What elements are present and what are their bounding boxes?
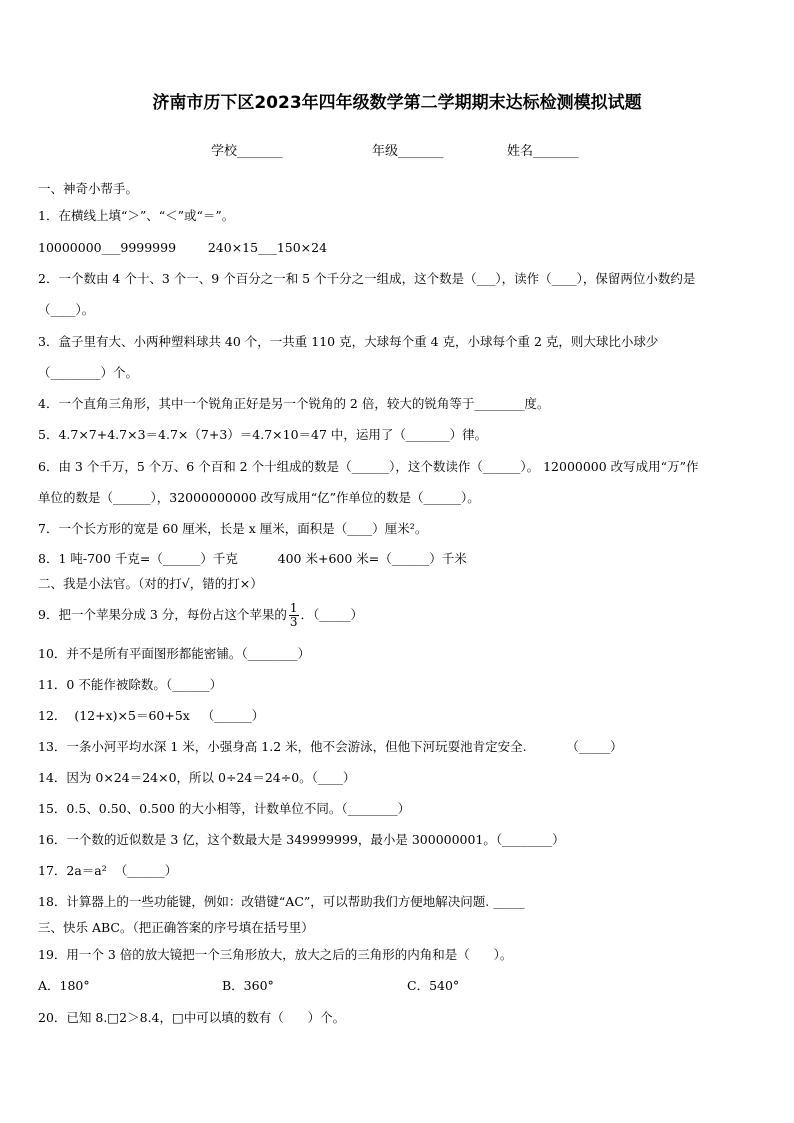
question-12: 12． (12+x)×5＝60+5x （______） — [38, 708, 265, 723]
question-1-items: 10000000___9999999 240×15___150×24 — [38, 240, 328, 255]
question-15: 15．0.5、0.50、0.500 的大小相等，计数单位不同。（________） — [38, 801, 411, 816]
grade-field: 年级_______ — [372, 144, 444, 159]
question-18: 18．计算器上的一些功能键，例如：改错键“AC”，可以帮助我们方便地解决问题. _____ — [38, 894, 525, 909]
fraction-numerator: 1 — [289, 601, 298, 615]
question-9-text: 9．把一个苹果分成 3 分，每份占这个苹果的 — [38, 607, 287, 622]
name-field: 姓名_______ — [507, 144, 579, 159]
section-2-heading: 二、我是小法官。（对的打√，错的打×） — [38, 576, 263, 591]
question-13: 13．一条小河平均水深 1 米，小强身高 1.2 米，他不会游泳，但他下河玩耍池肯定安全. （_____） — [38, 739, 623, 754]
section-3-heading: 三、快乐 ABC。（把正确答案的序号填在括号里） — [38, 920, 314, 935]
question-2-cont: （____）。 — [38, 302, 95, 317]
question-3: 3．盒子里有大、小两种塑料球共 40 个，一共重 110 克，大球每个重 4 克，小球每个重 2 克，则大球比小球少 — [38, 334, 659, 349]
question-10: 10．并不是所有平面图形都能密铺。（________） — [38, 646, 311, 661]
question-5: 5．4.7×7+4.7×3＝4.7×（7+3）＝4.7×10＝47 中，运用了（_______）律。 — [38, 427, 488, 442]
question-19: 19．用一个 3 倍的放大镜把一个三角形放大，放大之后的三角形的内角和是（ ）。 — [38, 947, 513, 962]
question-7: 7．一个长方形的宽是 60 厘米，长是 x 厘米，面积是（____）厘米²。 — [38, 521, 428, 536]
question-2: 2．一个数由 4 个十、3 个一、9 个百分之一和 5 个千分之一组成，这个数是（___），读作（____），保留两位小数约是 — [38, 271, 696, 286]
question-17: 17．2a＝a² （______） — [38, 863, 178, 878]
school-field: 学校_______ — [211, 144, 283, 159]
question-1: 1．在横线上填“＞”、“＜”或“＝”。 — [38, 208, 235, 223]
question-16: 16．一个数的近似数是 3 亿，这个数最大是 349999999，最小是 300000001。（________） — [38, 832, 565, 847]
question-9-blank: ．（_____） — [300, 607, 364, 622]
fraction-one-third — [289, 602, 299, 629]
question-6: 6．由 3 个千万，5 个万、6 个百和 2 个十组成的数是（______），这个数读作（______）。 12000000 改写成用“万”作 — [38, 459, 699, 474]
question-14: 14．因为 0×24＝24×0，所以 0÷24＝24÷0。（____） — [38, 770, 356, 785]
question-6-cont: 单位的数是（______），32000000000 改写成用“亿”作单位的数是（______）。 — [38, 490, 480, 505]
question-19-option-b: B．360° — [222, 978, 274, 993]
section-1-heading: 一、神奇小帮手。 — [38, 181, 139, 196]
question-9 — [38, 600, 363, 630]
page-title: 济南市历下区2023年四年级数学第二学期期末达标检测模拟试题 — [152, 93, 642, 113]
question-20: 20．已知 8.□2＞8.4，□中可以填的数有（ ）个。 — [38, 1010, 346, 1025]
question-8: 8．1 吨-700 千克=（______）千克 400 米+600 米=（______）千米 — [38, 551, 467, 566]
question-19-option-a: A．180° — [38, 978, 90, 993]
fraction-denominator: 3 — [289, 615, 298, 629]
question-19-option-c: C．540° — [407, 978, 460, 993]
question-3-cont: （________）个。 — [38, 365, 139, 380]
question-4: 4．一个直角三角形，其中一个锐角正好是另一个锐角的 2 倍，较大的锐角等于________度。 — [38, 396, 550, 411]
question-11: 11．0 不能作被除数。（______） — [38, 677, 223, 692]
